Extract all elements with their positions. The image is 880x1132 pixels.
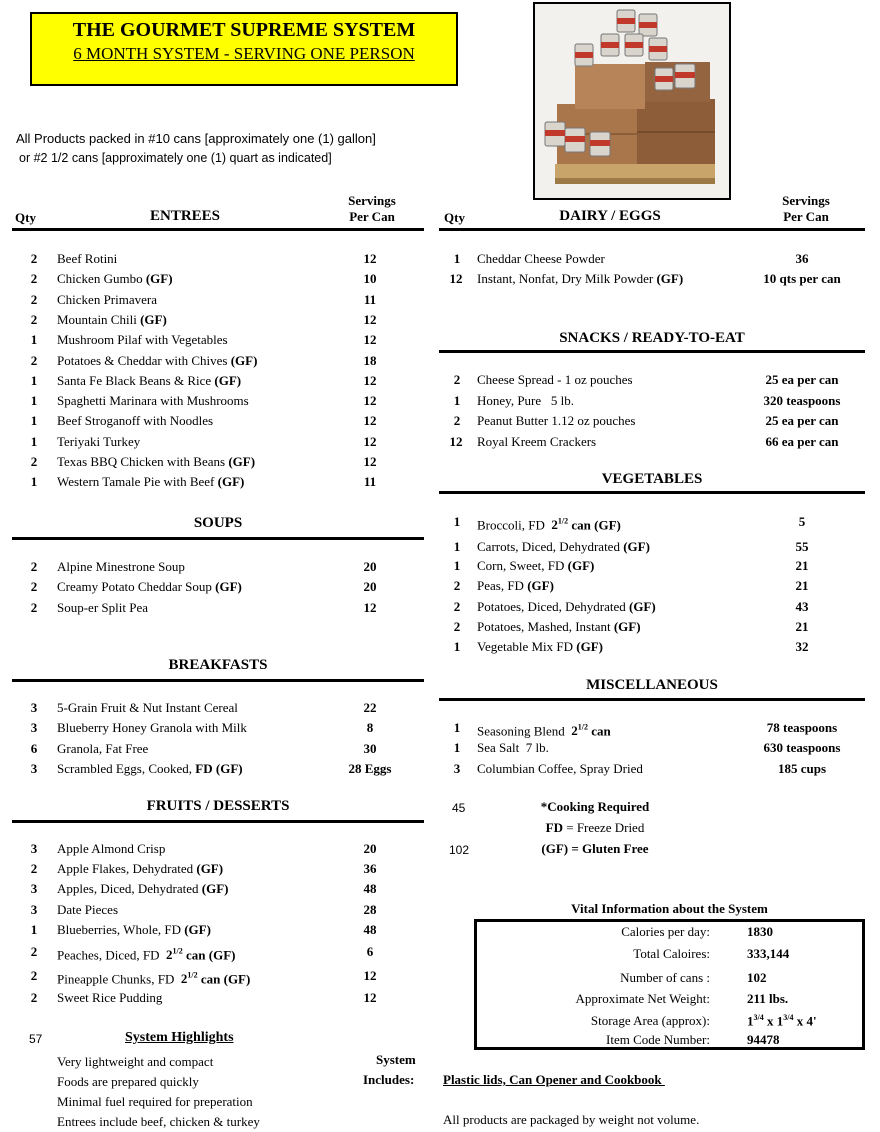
item-servings: 21 [795, 558, 809, 573]
vital-label: Item Code Number: [606, 1032, 710, 1047]
item-name: Cheddar Cheese Powder [477, 251, 605, 266]
vital-row [477, 991, 862, 1009]
item-name: Sea Salt 7 lb. [477, 740, 549, 755]
divider [439, 491, 865, 494]
item-servings: 25 ea per can [765, 413, 839, 428]
item-tag: can (GF) [200, 971, 251, 987]
item-servings: 28 Eggs [348, 761, 392, 776]
item-tag: can (GF) [571, 517, 621, 533]
entrees-item [27, 372, 410, 390]
item-tag: (GF) [201, 881, 229, 896]
item-name: Sweet Rice Pudding [57, 990, 163, 1005]
item-tag: (GF) [628, 599, 656, 614]
item-qty: 2 [30, 579, 38, 594]
item-name: Santa Fe Black Beans & Rice (GF) [57, 373, 242, 388]
item-servings: 12 [363, 373, 377, 388]
fruits-item [27, 901, 410, 919]
item-tag: (GF) [140, 312, 167, 327]
item-servings: 25 ea per can [765, 372, 839, 387]
item-can-size: $2^{1/2}$ [571, 723, 588, 739]
item-qty: 2 [30, 292, 38, 307]
highlights-list [57, 1052, 260, 1132]
breakfasts-item [27, 699, 410, 717]
item-tag: (GF) [215, 579, 242, 594]
item-name: Potatoes & Cheddar with Chives (GF) [57, 353, 258, 368]
vital-row [477, 1013, 862, 1031]
vital-info-box [474, 919, 865, 1050]
item-name: Apple Flakes, Dehydrated (GF) [57, 861, 224, 876]
item-qty: 2 [30, 944, 38, 959]
item-tag: (GF) [214, 373, 242, 388]
entrees-item [27, 412, 410, 430]
item-name: Blueberry Honey Granola with Milk [57, 720, 247, 735]
item-qty: 1 [30, 922, 38, 937]
divider [439, 698, 865, 701]
fruits-item [27, 967, 410, 985]
vital-row [477, 1032, 862, 1050]
item-servings: 66 ea per can [765, 434, 839, 449]
item-name: Beef Rotini [57, 251, 118, 266]
item-qty: 1 [30, 413, 38, 428]
item-qty: 12 [449, 434, 463, 449]
item-name: Peaches, Diced, FD $2^{1/2}$ can (GF) [57, 947, 236, 963]
item-qty: 3 [30, 700, 38, 715]
vital-header: Vital Information about the System [571, 901, 768, 916]
item-tag: FD (GF) [195, 761, 243, 776]
vital-value: 94478 [747, 1032, 780, 1047]
fruits-item [27, 921, 410, 939]
vital-label: Total Caloires: [633, 946, 710, 961]
item-qty: 1 [453, 393, 461, 408]
item-name: Corn, Sweet, FD (GF) [477, 558, 595, 573]
item-servings: 20 [363, 559, 377, 574]
item-servings: 20 [363, 579, 377, 594]
legend-cooking: *Cooking Required [540, 799, 650, 814]
item-servings: 21 [795, 578, 809, 593]
item-name: Scrambled Eggs, Cooked, FD (GF) [57, 761, 243, 776]
item-qty: 2 [453, 578, 461, 593]
pallet-illustration [535, 4, 729, 198]
includes-label: Includes: [363, 1072, 415, 1087]
snacks-item [450, 433, 864, 451]
item-tag: (GF) [184, 922, 211, 937]
item-name: Mountain Chili (GF) [57, 312, 167, 327]
item-qty: 2 [30, 559, 38, 574]
packaged-note: All products are packaged by weight not volume. [443, 1112, 700, 1127]
item-servings: 10 qts per can [763, 271, 841, 286]
item-qty: 2 [453, 372, 461, 387]
legend-fd: FD = Freeze Dried [545, 820, 645, 835]
highlight-item: Minimal fuel required for preperation [57, 1094, 253, 1109]
breakfasts-header: BREAKFASTS [168, 657, 268, 673]
fruits-item [27, 880, 410, 898]
item-qty: 2 [30, 861, 38, 876]
page-title: THE GOURMET SUPREME SYSTEM [72, 19, 416, 41]
item-servings: 21 [795, 619, 809, 634]
vegetables-item [450, 538, 864, 556]
item-tag: can (GF) [186, 947, 236, 963]
item-servings: 8 [366, 720, 374, 735]
title-box [30, 12, 458, 86]
item-qty: 1 [30, 332, 38, 347]
item-qty: 2 [30, 312, 38, 327]
vegetables-header: VEGETABLES [601, 471, 703, 487]
item-name: Cheese Spread - 1 oz pouches [477, 372, 633, 387]
vital-label: Approximate Net Weight: [575, 991, 710, 1006]
item-can-size: $2^{1/2}$ [551, 517, 569, 533]
item-qty: 1 [453, 720, 461, 735]
item-servings: 12 [363, 968, 377, 983]
item-name: Spaghetti Marinara with Mushrooms [57, 393, 249, 408]
vegetables-item [450, 598, 864, 616]
item-servings: 320 teaspoons [763, 393, 841, 408]
item-servings: 6 [366, 944, 374, 959]
item-servings: 11 [363, 474, 377, 489]
entrees-item [27, 433, 410, 451]
vital-label: Storage Area (approx): [590, 1013, 710, 1028]
item-servings: 22 [363, 700, 377, 715]
item-name: Date Pieces [57, 902, 119, 917]
item-name: Mushroom Pilaf with Vegetables [57, 332, 228, 347]
entrees-header: ENTREES [149, 208, 221, 224]
item-servings: 12 [363, 434, 377, 449]
entrees-item [27, 473, 410, 491]
item-servings: 185 cups [777, 761, 827, 776]
item-tag: (GF) [228, 454, 256, 469]
item-name: Soup-er Split Pea [57, 600, 148, 615]
highlight-item: Entrees include beef, chicken & turkey [57, 1114, 260, 1129]
entrees-item [27, 331, 410, 349]
item-servings: 12 [363, 332, 377, 347]
item-qty: 3 [30, 881, 38, 896]
entrees-item [27, 291, 410, 309]
vegetables-item [450, 638, 864, 656]
legend-gf: (GF) = Gluten Free [541, 841, 649, 856]
item-servings: 12 [363, 393, 377, 408]
item-name: Peanut Butter 1.12 oz pouches [477, 413, 636, 428]
item-servings: 12 [363, 312, 377, 327]
count-45: 45 [452, 801, 466, 815]
snacks-item [450, 392, 864, 410]
item-servings: 36 [795, 251, 809, 266]
item-name: Seasoning Blend $2^{1/2}$ can [477, 723, 611, 739]
item-servings: 36 [363, 861, 377, 876]
item-qty: 2 [30, 968, 38, 983]
vital-value: 1830 [747, 924, 773, 939]
item-qty: 1 [30, 434, 38, 449]
item-servings: 12 [363, 454, 377, 469]
item-name: Royal Kreem Crackers [477, 434, 597, 449]
item-servings: 78 teaspoons [766, 720, 838, 735]
item-servings: 30 [363, 741, 377, 756]
item-tag: (GF) [656, 271, 684, 286]
system-label: System [376, 1052, 416, 1067]
vital-value: 333,144 [747, 946, 790, 961]
divider [439, 350, 865, 353]
fruits-item [27, 943, 410, 961]
divider [12, 228, 424, 231]
soups-item [27, 558, 410, 576]
divider [439, 228, 865, 231]
item-qty: 2 [30, 271, 38, 286]
vital-row [477, 970, 862, 988]
item-qty: 1 [30, 393, 38, 408]
count-102: 102 [449, 843, 470, 857]
item-name: Columbian Coffee, Spray Dried [477, 761, 643, 776]
item-name: Chicken Primavera [57, 292, 157, 307]
item-name: Broccoli, FD $2^{1/2}$ can (GF) [477, 517, 621, 533]
item-name: Creamy Potato Cheddar Soup (GF) [57, 579, 242, 594]
item-servings: 48 [363, 922, 377, 937]
item-qty: 2 [453, 599, 461, 614]
item-name: Texas BBQ Chicken with Beans (GF) [57, 454, 256, 469]
page-subtitle: 6 MONTH SYSTEM - SERVING ONE PERSON [73, 44, 415, 63]
item-name: Carrots, Diced, Dehydrated (GF) [477, 539, 650, 554]
vital-value: 211 lbs. [747, 991, 789, 1006]
soups-header: SOUPS [193, 515, 243, 531]
vegetables-item [450, 513, 864, 531]
item-servings: 5 [798, 514, 806, 529]
soups-item [27, 578, 410, 596]
intro-line-2: or #2 1/2 cans [approximately one (1) quart as indicated] [19, 151, 332, 165]
highlight-item: Foods are prepared quickly [57, 1074, 199, 1089]
item-servings: 28 [363, 902, 377, 917]
item-servings: 12 [363, 251, 377, 266]
item-qty: 1 [453, 539, 461, 554]
item-tag: (GF) [576, 639, 604, 654]
servings-header-right: Servings Per Can [782, 193, 830, 224]
divider [12, 679, 424, 682]
item-can-size: $2^{1/2}$ [166, 947, 183, 963]
breakfasts-item [27, 719, 410, 737]
item-name: Apples, Diced, Dehydrated (GF) [57, 881, 229, 896]
entrees-item [27, 453, 410, 471]
divider [12, 537, 424, 540]
item-servings: 48 [363, 881, 377, 896]
vital-row [477, 946, 862, 964]
entrees-item [27, 270, 410, 288]
item-name: Potatoes, Diced, Dehydrated (GF) [477, 599, 656, 614]
divider [12, 820, 424, 823]
item-qty: 1 [30, 373, 38, 388]
item-name: Honey, Pure 5 lb. [477, 393, 575, 408]
item-servings: 630 teaspoons [763, 740, 841, 755]
item-servings: 11 [363, 292, 377, 307]
item-tag: (GF) [527, 578, 554, 593]
item-tag: (GF) [230, 353, 258, 368]
item-qty: 2 [30, 353, 38, 368]
entrees-item [27, 352, 410, 370]
item-name: 5-Grain Fruit & Nut Instant Cereal [57, 700, 238, 715]
qty-header-left: Qty [15, 210, 36, 225]
includes-text: Plastic lids, Can Opener and Cookbook [443, 1072, 665, 1087]
fruits-header: FRUITS / DESSERTS [146, 798, 290, 814]
vital-label: Number of cans : [620, 970, 710, 985]
item-qty: 1 [30, 474, 38, 489]
item-qty: 2 [30, 600, 38, 615]
item-qty: 3 [453, 761, 461, 776]
soups-item [27, 599, 410, 617]
vegetables-item [450, 577, 864, 595]
item-name: Blueberries, Whole, FD (GF) [57, 922, 211, 937]
item-qty: 1 [453, 251, 461, 266]
item-tag: (GF) [196, 861, 224, 876]
item-tag: (GF) [217, 474, 245, 489]
fruits-item [27, 840, 410, 858]
vital-row [477, 924, 862, 942]
snacks-header: SNACKS / READY-TO-EAT [559, 330, 745, 346]
item-tag: (GF) [145, 271, 173, 286]
item-name: Chicken Gumbo (GF) [57, 271, 173, 286]
item-can-size: $2^{1/2}$ [180, 971, 198, 987]
item-servings: 12 [363, 413, 377, 428]
item-name: Peas, FD (GF) [477, 578, 554, 593]
entrees-item [27, 392, 410, 410]
snacks-item [450, 371, 864, 389]
dairy-item [450, 270, 864, 288]
vital-label: Calories per day: [621, 924, 710, 939]
item-tag: can [591, 723, 611, 739]
servings-header-left: Servings Per Can [348, 193, 396, 224]
highlight-item: Very lightweight and compact [57, 1054, 214, 1069]
item-name: Teriyaki Turkey [57, 434, 141, 449]
item-tag: (GF) [623, 539, 650, 554]
item-name: Western Tamale Pie with Beef (GF) [57, 474, 245, 489]
vegetables-item [450, 557, 864, 575]
item-name: Beef Stroganoff with Noodles [57, 413, 214, 428]
item-name: Potatoes, Mashed, Instant (GF) [477, 619, 641, 634]
misc-header: MISCELLANEOUS [586, 677, 718, 693]
item-qty: 2 [453, 619, 461, 634]
item-servings: 43 [795, 599, 809, 614]
item-qty: 1 [453, 639, 461, 654]
item-name: Apple Almond Crisp [57, 841, 166, 856]
item-name: Instant, Nonfat, Dry Milk Powder (GF) [477, 271, 684, 286]
item-name: Alpine Minestrone Soup [57, 559, 185, 574]
item-qty: 2 [30, 454, 38, 469]
item-qty: 3 [30, 761, 38, 776]
item-qty: 3 [30, 902, 38, 917]
item-qty: 6 [30, 741, 38, 756]
item-servings: 55 [795, 539, 809, 554]
item-qty: 3 [30, 720, 38, 735]
item-qty: 2 [30, 251, 38, 266]
item-name: Granola, Fat Free [57, 741, 149, 756]
item-qty: 3 [30, 841, 38, 856]
item-qty: 1 [453, 558, 461, 573]
item-servings: 20 [363, 841, 377, 856]
item-qty: 1 [453, 514, 461, 529]
entrees-item [27, 311, 410, 329]
breakfasts-item [27, 760, 410, 778]
item-qty: 12 [449, 271, 463, 286]
misc-item [450, 719, 864, 737]
item-servings: 18 [363, 353, 377, 368]
highlights-header: System Highlights [125, 1030, 234, 1045]
misc-item [450, 739, 864, 757]
dairy-header: DAIRY / EGGS [559, 208, 661, 224]
entrees-item [27, 250, 410, 268]
intro-line-1: All Products packed in #10 cans [approximately one (1) gallon] [16, 131, 376, 146]
item-name: Pineapple Chunks, FD $2^{1/2}$ can (GF) [57, 971, 251, 987]
product-photo [533, 2, 731, 200]
item-name: Vegetable Mix FD (GF) [477, 639, 604, 654]
count-57: 57 [29, 1032, 43, 1046]
item-servings: 12 [363, 990, 377, 1005]
vital-value: 102 [747, 970, 767, 985]
breakfasts-item [27, 740, 410, 758]
vegetables-item [450, 618, 864, 636]
qty-header-right: Qty [444, 210, 465, 225]
item-qty: 1 [453, 740, 461, 755]
misc-item [450, 760, 864, 778]
fruits-item [27, 860, 410, 878]
item-servings: 32 [795, 639, 809, 654]
snacks-item [450, 412, 864, 430]
fruits-item [27, 989, 410, 1007]
item-servings: 10 [363, 271, 377, 286]
item-servings: 12 [363, 600, 377, 615]
item-qty: 2 [30, 990, 38, 1005]
vital-value: $1^{3/4}$ x $1^{3/4}$ x 4' [747, 1013, 817, 1029]
item-tag: (GF) [567, 558, 595, 573]
item-qty: 2 [453, 413, 461, 428]
item-tag: (GF) [613, 619, 641, 634]
dairy-item [450, 250, 864, 268]
